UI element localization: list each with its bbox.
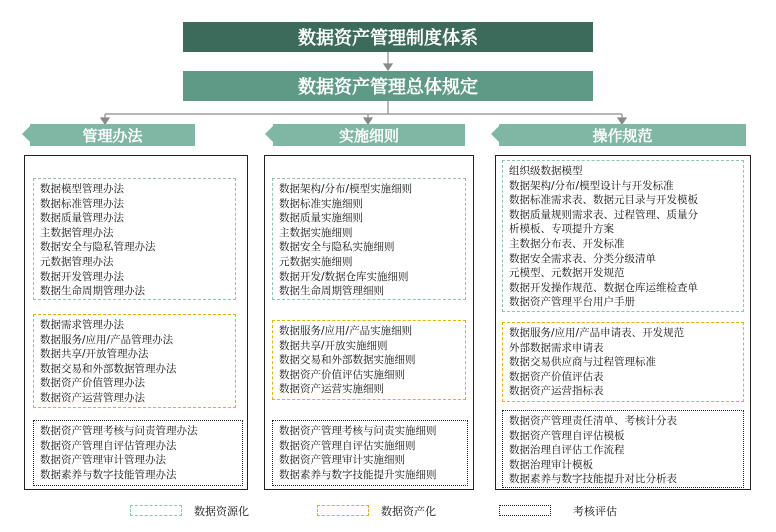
list-item: 数据素养与数字技能管理办法 [40,468,177,481]
list-item: 数据资产管理自评估管理办法 [40,439,177,452]
list-item: 主数据管理办法 [40,226,114,239]
list-item: 主数据实施细则 [279,226,353,239]
list-item: 元数据实施细则 [279,255,353,268]
list-item: 数据安全与隐私管理办法 [40,241,156,254]
legend-label-resource: 数据资源化 [194,505,249,518]
list-item: 数据资产运营管理办法 [40,391,145,404]
group-asset-implementation [272,320,466,400]
legend-swatch-assessment [499,505,551,516]
list-item: 数据服务/应用/产品管理办法 [40,333,174,346]
list-item: 数据资产管理考核与问责管理办法 [40,425,198,437]
list-item: 数据服务/应用/产品实施细则 [279,325,413,337]
list-item: 数据治理自评估工作流程 [509,444,625,457]
list-item: 数据素养与数字技能提升实施细则 [279,468,437,481]
subtitle-text: 数据资产管理总体规定 [298,77,478,98]
col-arrow-mid [265,126,273,142]
list-item: 数据标准需求表、数据元目录与开发模板 [509,194,698,207]
list-item: 数据交易和外部数据管理办法 [40,362,177,375]
list-item: 数据资产价值评估实施细则 [279,368,405,381]
legend-swatch-asset [317,505,369,516]
list-item: 数据模型管理办法 [40,183,124,195]
list-item: 数据需求管理办法 [40,319,124,331]
group-assessment-operation [502,410,744,488]
list-item: 数据交易供应商与过程管理标准 [509,356,656,369]
title-text: 数据资产管理制度体系 [298,28,478,49]
list-item: 数据安全与隐私实施细则 [279,241,395,254]
list-item: 数据资产运营实施细则 [279,383,384,396]
legend-label-asset: 数据资产化 [381,505,436,518]
list-item: 数据资产管理自评估模板 [509,429,625,442]
column-header-management: 管理办法 [30,124,195,146]
list-item: 外部数据需求申请表 [509,341,604,354]
list-item: 组织级数据模型 [509,165,583,177]
group-resource-management [33,178,236,300]
list-item: 数据共享/开放实施细则 [279,339,388,352]
list-item: 数据交易和外部数据实施细则 [279,354,416,367]
list-item: 数据标准管理办法 [40,197,124,210]
list-item: 数据质量规则需求表、过程管理、质量分 [509,208,698,221]
group-assessment-management [33,420,243,486]
list-item: 数据资产管理自评估实施细则 [279,439,416,452]
list-item: 数据开发管理办法 [40,270,124,283]
list-item: 数据资产管理责任清单、考核计分表 [509,415,677,427]
list-item: 元模型、元数据开发规范 [509,267,625,280]
list-item: 数据资产运营指标表 [509,385,604,398]
group-asset-management [33,314,236,408]
list-item: 数据生命周期管理办法 [40,285,145,298]
group-asset-operation [502,322,744,402]
subtitle-banner [183,71,593,101]
list-item: 元数据管理办法 [40,255,114,268]
list-item: 数据治理审计模板 [509,458,593,471]
title-banner [183,22,593,52]
list-item: 数据架构/分布/模型设计与开发标准 [509,179,674,192]
list-item: 主数据分布表、开发标准 [509,237,625,250]
list-item: 数据架构/分布/模型实施细则 [279,183,413,195]
list-item: 数据服务/应用/产品申请表、开发规范 [509,327,685,339]
list-item: 数据安全需求表、分类分级清单 [509,252,656,265]
group-resource-operation [502,160,744,312]
col-arrow-right [491,126,499,142]
list-item: 数据资产价值管理办法 [40,377,145,390]
column-header-implementation: 实施细则 [273,124,465,146]
list-item: 数据资产管理审计管理办法 [40,454,166,467]
legend-label-assessment: 考核评估 [573,505,617,518]
list-item: 数据资产管理考核与问责实施细则 [279,425,437,437]
list-item: 析模板、专项提升方案 [509,223,614,236]
group-assessment-implementation [272,420,468,486]
legend-swatch-resource [130,505,182,516]
col-arrow-left [22,126,30,142]
list-item: 数据共享/开放管理办法 [40,348,149,361]
column-header-operation: 操作规范 [499,124,746,146]
list-item: 数据资产价值评估表 [509,370,604,383]
list-item: 数据开发/数据仓库实施细则 [279,270,409,283]
list-item: 数据资产管理平台用户手册 [509,296,635,309]
list-item: 数据生命周期管理细则 [279,285,384,298]
list-item: 数据质量管理办法 [40,212,124,225]
list-item: 数据质量实施细则 [279,212,363,225]
list-item: 数据开发操作规范、数据仓库运维检查单 [509,281,698,294]
group-resource-implementation [272,178,466,300]
list-item: 数据标准实施细则 [279,197,363,210]
list-item: 数据资产管理审计实施细则 [279,454,405,467]
list-item: 数据素养与数字技能提升对比分析表 [509,473,677,486]
